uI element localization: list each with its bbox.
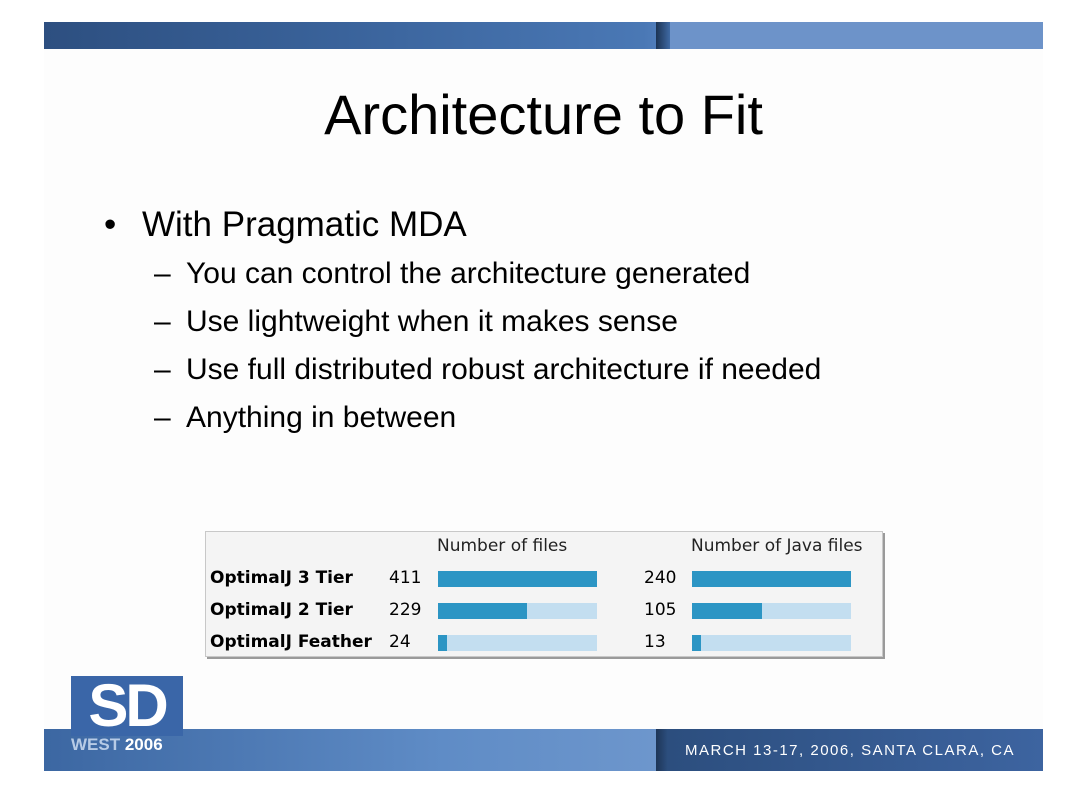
bullet-list (104, 200, 1004, 442)
logo-year-text: 2006 (124, 735, 163, 754)
top-bar-light-segment (670, 22, 1043, 49)
row-name: OptimalJ 3 Tier (210, 568, 353, 588)
java-files-column-header: Number of Java files (691, 536, 863, 556)
top-decorative-bar (44, 22, 1043, 49)
java-files-bar-track (692, 571, 851, 587)
bottom-footer-bar (44, 729, 1043, 771)
row-name: OptimalJ 2 Tier (210, 600, 353, 620)
bullet-text: With Pragmatic MDA (142, 205, 467, 244)
java-files-value: 13 (644, 632, 666, 652)
files-bar-fill (438, 635, 447, 651)
slide-title: Architecture to Fit (324, 83, 763, 146)
files-column-header: Number of files (437, 536, 568, 556)
logo-subtitle (71, 735, 163, 755)
java-files-value: 240 (644, 568, 677, 588)
event-date-location: MARCH 13-17, 2006, SANTA CLARA, CA (685, 742, 1015, 759)
files-bar-fill (438, 571, 597, 587)
file-count-comparison-table (205, 531, 883, 657)
sub-bullet-text: Use full distributed robust architecture if needed (186, 353, 822, 386)
bullet-item (104, 200, 1004, 250)
files-bar-track (438, 603, 597, 619)
logo-west-text: WEST (71, 735, 121, 754)
sub-bullet-text: Use lightweight when it makes sense (186, 305, 678, 338)
dash-symbol: – (154, 257, 171, 290)
sub-bullet-item (104, 250, 1004, 298)
sub-bullet-item (104, 346, 1004, 394)
sub-bullet-item (104, 298, 1004, 346)
files-value: 229 (389, 600, 422, 620)
java-files-bar-fill (692, 571, 851, 587)
top-bar-dark-segment (656, 22, 670, 49)
table-row (206, 596, 882, 626)
dash-symbol: – (154, 305, 171, 338)
dash-symbol: – (154, 401, 171, 434)
java-files-bar-fill (692, 635, 701, 651)
sub-bullet-text: You can control the architecture generated (186, 257, 751, 290)
files-value: 411 (389, 568, 422, 588)
sd-west-logo (71, 672, 183, 739)
java-files-bar-fill (692, 603, 762, 619)
row-name: OptimalJ Feather (210, 632, 372, 652)
dash-symbol: – (154, 353, 171, 386)
files-bar-track (438, 571, 597, 587)
files-bar-track (438, 635, 597, 651)
logo-main-text: SD (88, 672, 166, 739)
table-row (206, 564, 882, 594)
sub-bullet-item (104, 394, 1004, 442)
java-files-value: 105 (644, 600, 677, 620)
sub-bullet-text: Anything in between (186, 401, 457, 434)
java-files-bar-track (692, 635, 851, 651)
files-value: 24 (389, 632, 411, 652)
table-row (206, 628, 882, 658)
java-files-bar-track (692, 603, 851, 619)
bullet-symbol: • (104, 205, 117, 244)
files-bar-fill (438, 603, 527, 619)
